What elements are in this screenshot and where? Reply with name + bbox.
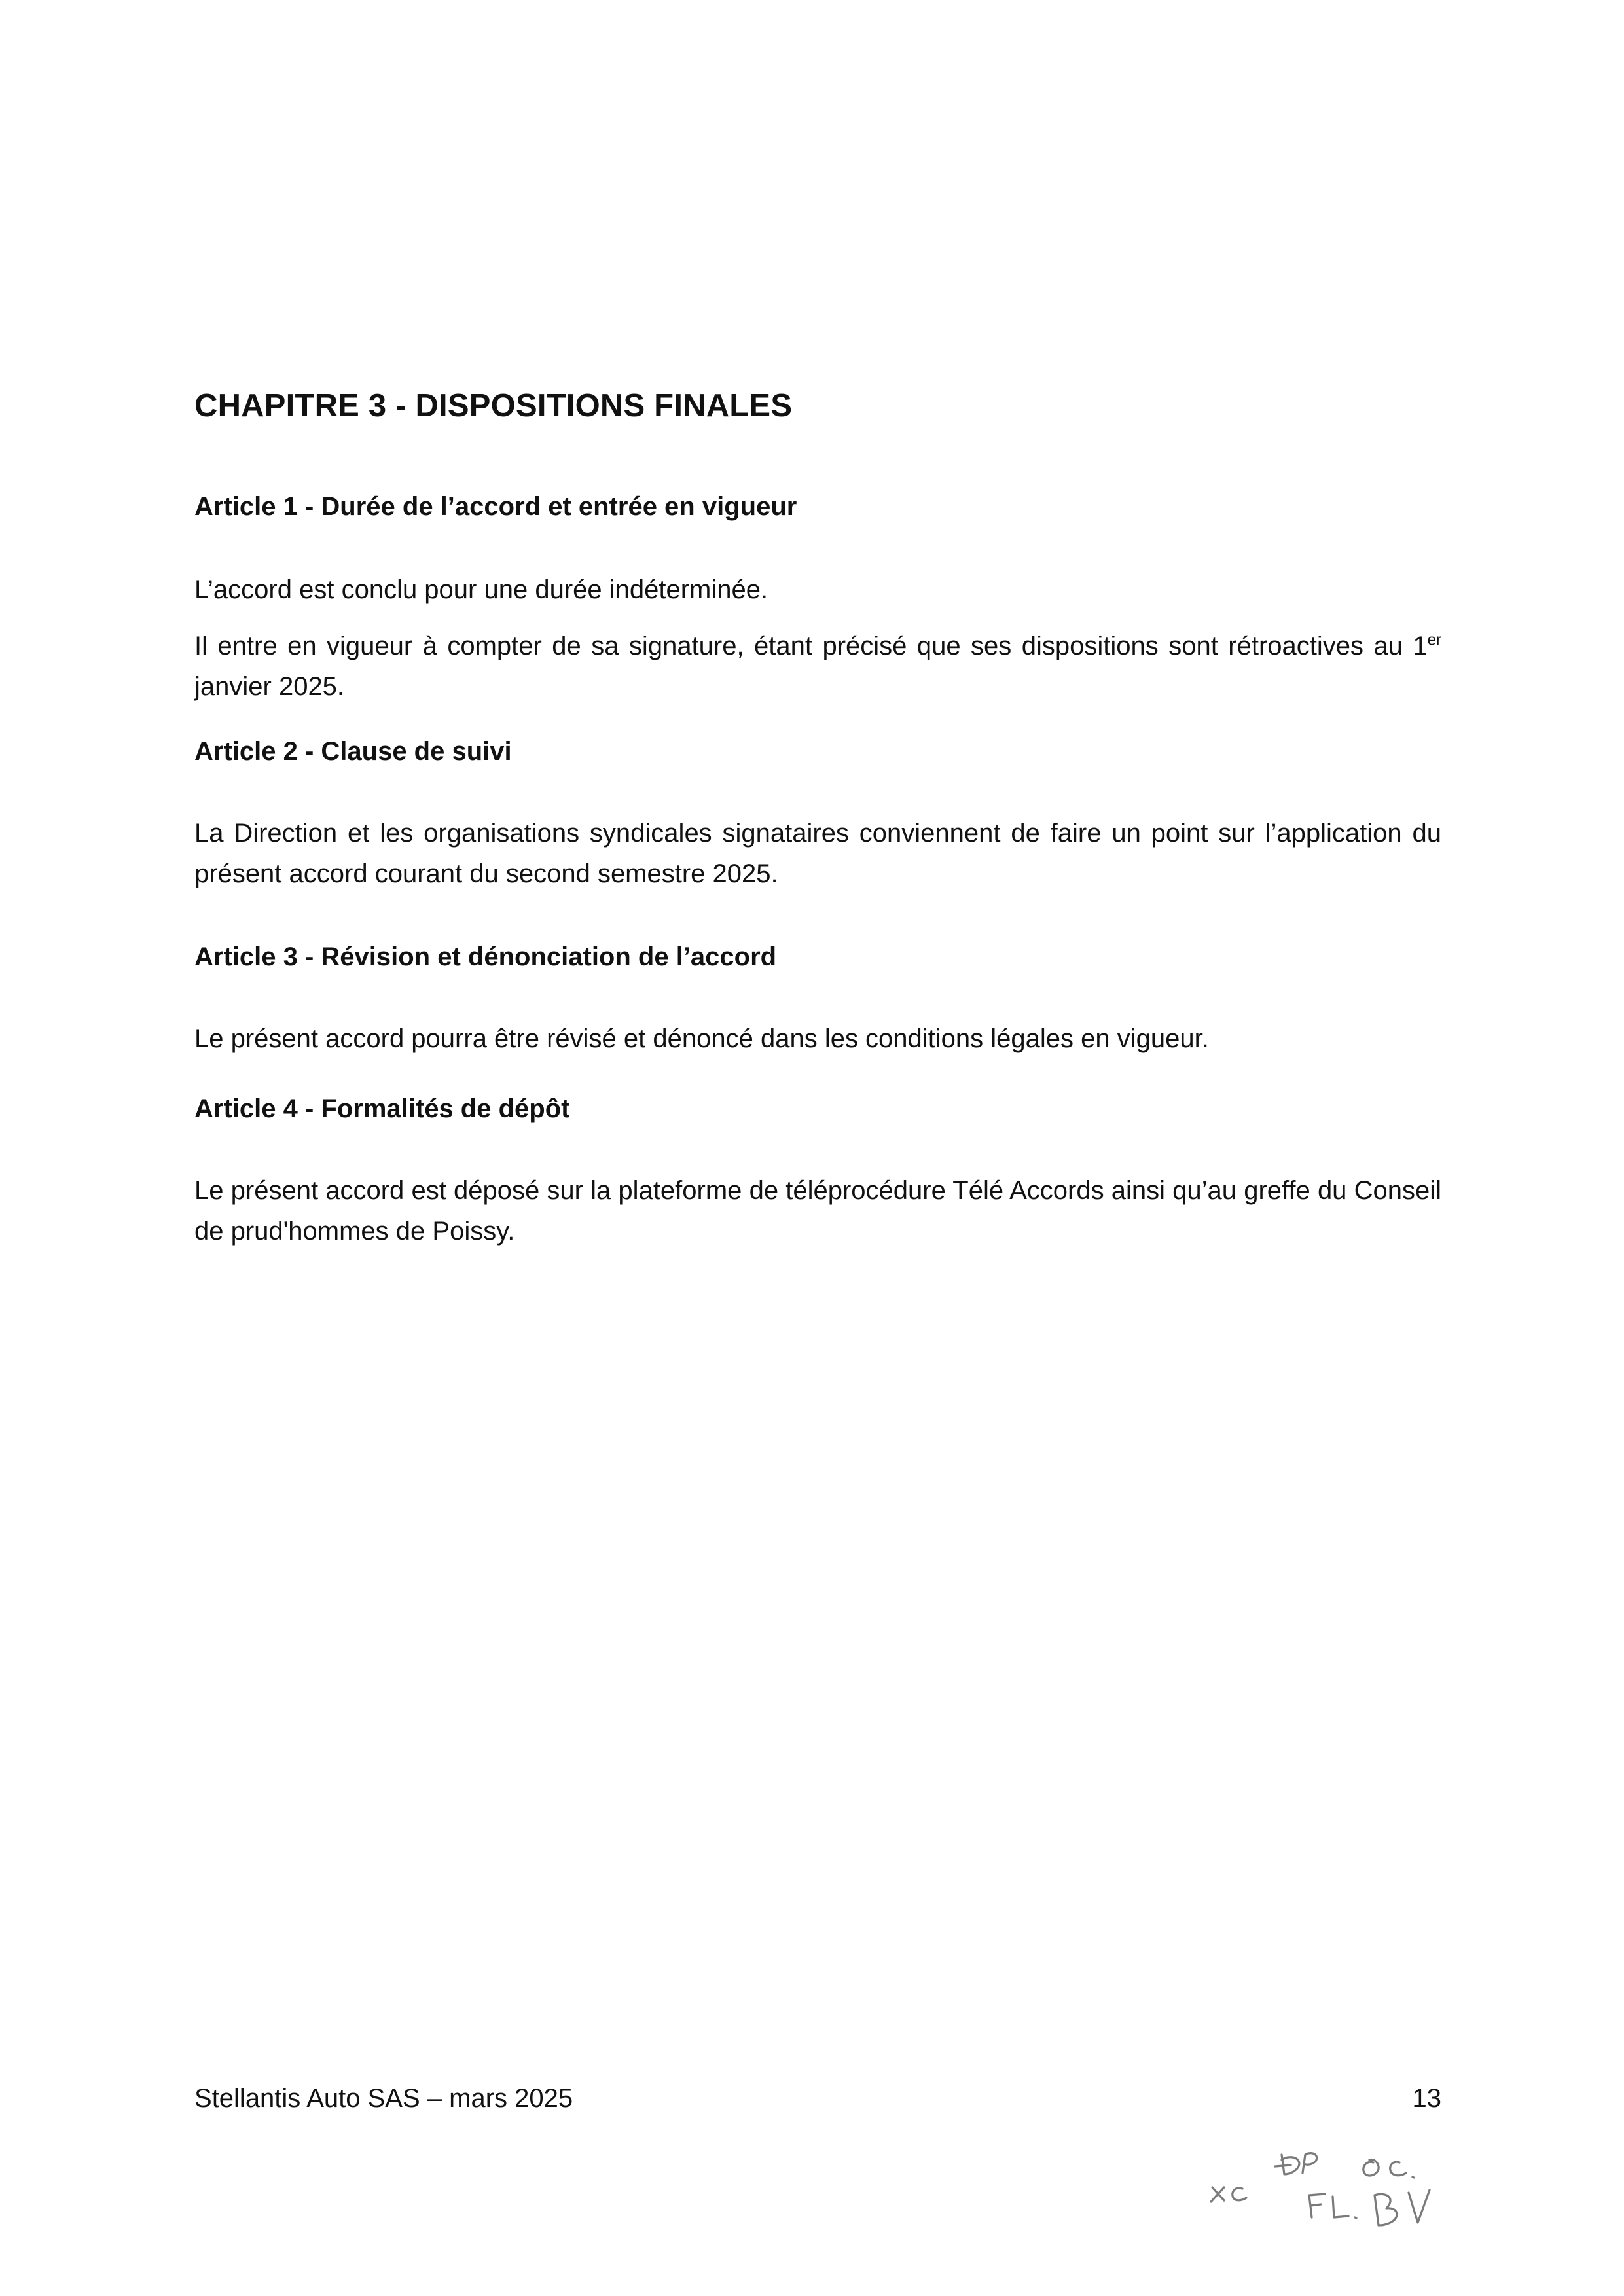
- ordinal-number: 1: [1413, 632, 1428, 660]
- page-number: 13: [1412, 2084, 1441, 2113]
- article-4: [194, 1092, 1441, 1251]
- article-1-paragraph-1: L’accord est conclu pour une durée indéterminée.: [194, 575, 768, 604]
- article-1-paragraph-2: [194, 626, 1441, 707]
- ordinal-suffix: er: [1427, 631, 1441, 649]
- article-3: [194, 940, 1441, 1059]
- article-2: [194, 734, 1441, 894]
- page-footer: [194, 2081, 1441, 2121]
- article-1: [194, 490, 1441, 707]
- footer-company-date: Stellantis Auto SAS – mars 2025: [194, 2084, 573, 2113]
- article-2-paragraph-1: La Direction et les organisations syndicales signataires conviennent de faire un point sur l’application du présent accord courant du second semestre 2025.: [194, 819, 1441, 888]
- chapter-title: CHAPITRE 3 - DISPOSITIONS FINALES: [194, 388, 793, 423]
- page-content: [194, 386, 1441, 1251]
- article-1-paragraph-2-end: janvier 2025.: [194, 672, 345, 701]
- article-3-title: Article 3 - Révision et dénonciation de l’accord: [194, 942, 777, 971]
- handwritten-initials-signature: [1204, 2140, 1453, 2238]
- article-3-paragraph-1: Le présent accord pourra être révisé et dénoncé dans les conditions légales en vigueur.: [194, 1024, 1209, 1053]
- article-2-title: Article 2 - Clause de suivi: [194, 737, 512, 766]
- article-4-paragraph-1: Le présent accord est déposé sur la plateforme de téléprocédure Télé Accords ainsi qu’au greffe du Conseil de prud'hommes de Poissy.: [194, 1176, 1441, 1246]
- article-1-paragraph-2-text: Il entre en vigueur à compter de sa signature, étant précisé que ses dispositions sont rétroactives au: [194, 632, 1403, 660]
- article-1-title: Article 1 - Durée de l’accord et entrée en vigueur: [194, 492, 797, 521]
- article-4-title: Article 4 - Formalités de dépôt: [194, 1094, 570, 1123]
